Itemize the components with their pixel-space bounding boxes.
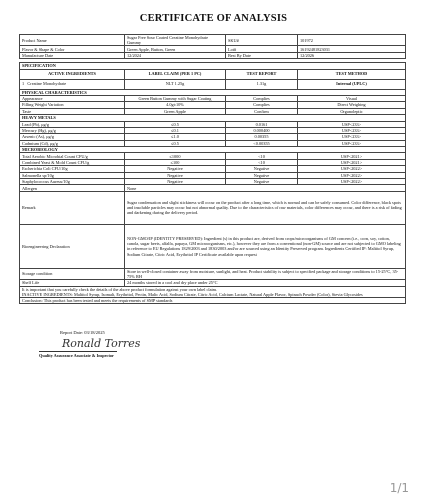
test-claim: Negative bbox=[125, 166, 226, 172]
test-claim: Green Apple bbox=[125, 108, 226, 114]
remark-label: Remark bbox=[20, 191, 125, 224]
test-claim: 4.0g±10% bbox=[125, 102, 226, 108]
sku-value: 101972 bbox=[298, 35, 406, 46]
shelf-life-label: Shelf Life bbox=[20, 280, 125, 286]
ingredient-claim: NLT 1.25g bbox=[125, 79, 226, 89]
test-name: Appearance bbox=[20, 95, 125, 101]
bioengineering-text: NON-GMO/IP (IDENTITY PRESERVED): Ingredient (s) in this product are, derived from crops/microorganisms of GM concern (i.e., corn, soy, cotton, canola, sugar beets, alfalfa, papaya, GM microorganisms, etc.), however they are from a conventional (non-GM) source and are not subjected to GMO labeling in reference to EU Regulations 1829/2003 and 1830/2003 and/or are sourced using an Identity Preserved program. Ingredients Certified IP: Maltitol Syrup, Sodium Citrate, Citric Acid, Erythritol IP Certificate available upon request bbox=[125, 224, 406, 268]
flavor-label: Flavor & Shape & Color bbox=[20, 46, 125, 52]
bbd-label: Best By Date bbox=[226, 52, 298, 58]
test-name: Cadmium (Cd), μg/g bbox=[20, 140, 125, 146]
test-method: USP<2022> bbox=[298, 172, 406, 178]
test-report: 0.000400 bbox=[226, 127, 298, 133]
allergen-label: Allergen bbox=[20, 185, 125, 191]
test-name: Taste bbox=[20, 108, 125, 114]
inactive-ingredients: INACTIVE INGREDIENTS: Maltitol Syrup, Isomalt, Erythritol, Pectin, Malic Acid, Sodium Citrate, Citric Acid, Calcium Lactate, Natural Apple Flavor, Spinach Powder (Color), Stevia Glycosides bbox=[22, 291, 363, 297]
coa-table bbox=[19, 34, 406, 304]
test-method: Visual bbox=[298, 95, 406, 101]
test-name: Combined Yeast & Mold Count CFU/g bbox=[20, 159, 125, 165]
product-name-value: Sugar Free Sour Coated Creatine Monohydrate Gummy bbox=[125, 35, 226, 46]
test-claim: Negative bbox=[125, 172, 226, 178]
sku-label: SKU# bbox=[226, 35, 298, 46]
test-claim: ≤1000 bbox=[125, 153, 226, 159]
header-label-claim: LABEL CLAIM (PER 1 PC) bbox=[125, 69, 226, 79]
test-claim: ≤1.0 bbox=[125, 134, 226, 140]
bioengineering-label: Bioengineering Declaration bbox=[20, 224, 125, 268]
header-test-method: TEST METHOD bbox=[298, 69, 406, 79]
test-method: Direct Weighing bbox=[298, 102, 406, 108]
inactive-ingredients-block bbox=[20, 286, 406, 297]
test-name: Arsenic (As), μg/g bbox=[20, 134, 125, 140]
remark-text: Sugar condensation and slight stickiness will occur on the product after a long time, which is normal and can be safely consumed. Color difference, black spots and insoluble particles may occur but not abnormal quality. Due to the characteristics of raw materials, color differences may occur, and there is a risk of fading and darkening during the delivery period. bbox=[125, 191, 406, 224]
allergen-value: None bbox=[125, 185, 406, 191]
test-report: Negative bbox=[226, 166, 298, 172]
signature-line bbox=[39, 351, 117, 352]
ingredient-name: Creatine Monohydrate bbox=[27, 81, 67, 87]
test-report: <10 bbox=[226, 159, 298, 165]
test-claim: ≤0.5 bbox=[125, 121, 226, 127]
ingredient-index: 1 bbox=[22, 81, 25, 87]
test-claim: ≤0.1 bbox=[125, 127, 226, 133]
test-name: Total Aerobic Microbial Count CFU/g bbox=[20, 153, 125, 159]
ingredient-report: 1.31g bbox=[226, 79, 298, 89]
physical-section-header: PHYSICAL CHARACTERISTICS bbox=[20, 89, 406, 95]
flavor-value: Green Apple, Button, Green bbox=[125, 46, 226, 52]
document-title: CERTIFICATE OF ANALYSIS bbox=[139, 13, 288, 24]
report-date: Report Date: 03/18/2025 bbox=[60, 330, 105, 335]
header-active-ingredients: ACTIVE INGREDIENTS bbox=[20, 69, 125, 79]
bbd-value: 12/2026 bbox=[298, 52, 406, 58]
test-method: USP<233> bbox=[298, 127, 406, 133]
spec-section-header: SPECIFICATION bbox=[20, 63, 406, 69]
mfg-label: Manufacture Date bbox=[20, 52, 125, 58]
test-claim: Green Button Gummy with Sugar Coating bbox=[125, 95, 226, 101]
test-report: <0.00355 bbox=[226, 140, 298, 146]
test-report: Confirm bbox=[226, 108, 298, 114]
test-report: Complies bbox=[226, 95, 298, 101]
test-claim: Negative bbox=[125, 179, 226, 185]
test-method: USP<2021> bbox=[298, 153, 406, 159]
storage-label: Storage condition bbox=[20, 268, 125, 279]
test-method: USP<233> bbox=[298, 134, 406, 140]
test-report: 0.00355 bbox=[226, 134, 298, 140]
conclusion: Conclusion: This product has been tested and meets the requirements of SMP standards bbox=[20, 298, 406, 304]
test-name: Mercury (Hg), μg/g bbox=[20, 127, 125, 133]
test-method: USP<2021> bbox=[298, 159, 406, 165]
header-test-report: TEST REPORT bbox=[226, 69, 298, 79]
signer-title: Quality Assurance Associate & Inspector bbox=[39, 353, 114, 358]
test-name: Escherichia Coli CFU/10g bbox=[20, 166, 125, 172]
test-report: Complies bbox=[226, 102, 298, 108]
active-ingredient-cell bbox=[20, 79, 125, 89]
test-name: Lead (Pb), μg/g bbox=[20, 121, 125, 127]
test-method: USP<233> bbox=[298, 121, 406, 127]
storage-text: Store in well-closed container away from moisture, sunlight, and heat. Product stability is subject to specified package and storage conditions to 15-25°C, 35-75% RH bbox=[125, 268, 406, 279]
lot-value: 16192481823031 bbox=[298, 46, 406, 52]
ingredient-method: Internal (UPLC) bbox=[298, 79, 406, 89]
test-report: Negative bbox=[226, 172, 298, 178]
shelf-life-text: 24 months stored in a cool and dry place under 25°C bbox=[125, 280, 406, 286]
test-report: 0.0161 bbox=[226, 121, 298, 127]
test-method: USP<233> bbox=[298, 140, 406, 146]
test-name: Staphylococcus Aureus/10g bbox=[20, 179, 125, 185]
test-method: USP<2022> bbox=[298, 166, 406, 172]
product-name-label: Product Name bbox=[20, 35, 125, 46]
test-method: Organoleptic bbox=[298, 108, 406, 114]
test-name: Filling Weight Variation bbox=[20, 102, 125, 108]
test-claim: ≤0.5 bbox=[125, 140, 226, 146]
page-number: 1/1 bbox=[389, 481, 409, 495]
test-name: Salmonella sp/10g bbox=[20, 172, 125, 178]
test-report: <10 bbox=[226, 153, 298, 159]
signature: Ronald Torres bbox=[62, 337, 141, 350]
test-report: Negative bbox=[226, 179, 298, 185]
metals-section-header: HEAVY METALS bbox=[20, 115, 406, 121]
lot-label: Lot# bbox=[226, 46, 298, 52]
test-claim: ≤100 bbox=[125, 159, 226, 165]
micro-section-header: MICROBIOLOGY bbox=[20, 147, 406, 153]
test-method: USP<2022> bbox=[298, 179, 406, 185]
mfg-value: 12/2024 bbox=[125, 52, 226, 58]
important-note: It is important that you carefully check the details of the above product formulation against your own label claim. bbox=[22, 286, 218, 292]
